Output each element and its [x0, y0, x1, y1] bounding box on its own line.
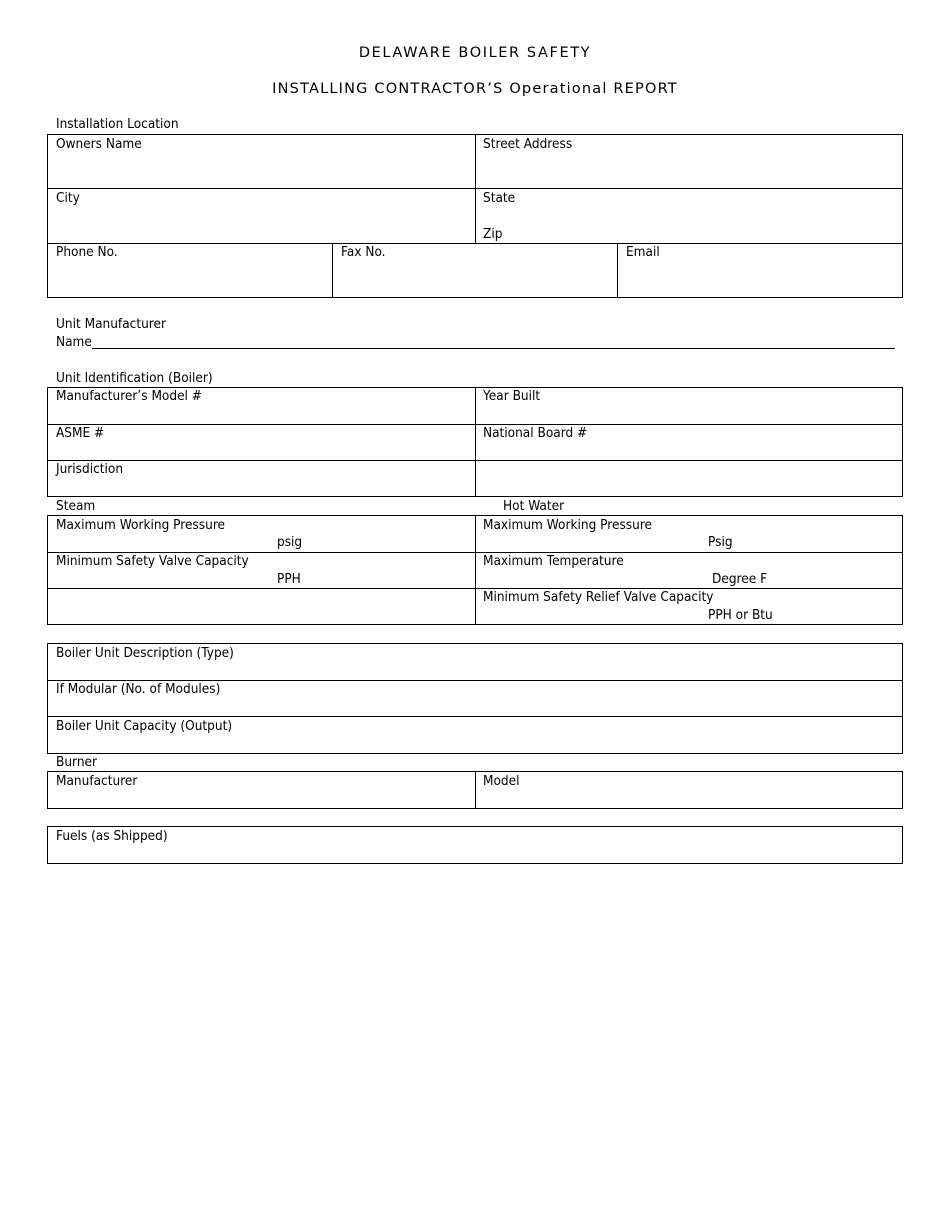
- model-number-field[interactable]: Manufacturer’s Model #: [56, 388, 202, 404]
- fax-field[interactable]: Fax No.: [341, 244, 386, 260]
- hot-water-label: Hot Water: [503, 498, 565, 514]
- asme-number-field[interactable]: ASME #: [56, 425, 105, 441]
- year-built-field[interactable]: Year Built: [483, 388, 541, 404]
- hw-max-pressure-field[interactable]: Maximum Working Pressure: [483, 517, 653, 533]
- unit-manufacturer-label: Unit Manufacturer: [56, 316, 166, 332]
- burner-label: Burner: [56, 754, 97, 770]
- hw-relief-valve-field[interactable]: Minimum Safety Relief Valve Capacity: [483, 589, 714, 605]
- hw-temperature-unit: Degree F: [712, 571, 768, 587]
- hw-relief-valve-unit: PPH or Btu: [708, 607, 773, 623]
- zip-field[interactable]: Zip: [483, 226, 503, 242]
- owners-name-field[interactable]: Owners Name: [56, 136, 142, 152]
- steam-valve-unit: PPH: [277, 571, 301, 587]
- steam-max-pressure-field[interactable]: Maximum Working Pressure: [56, 517, 226, 533]
- hw-pressure-unit: Psig: [708, 534, 733, 550]
- fuels-table: [47, 826, 903, 864]
- fuels-field[interactable]: Fuels (as Shipped): [56, 828, 168, 844]
- phone-field[interactable]: Phone No.: [56, 244, 118, 260]
- street-address-field[interactable]: Street Address: [483, 136, 573, 152]
- manufacturer-name-label: Name: [56, 334, 92, 350]
- state-field[interactable]: State: [483, 190, 516, 206]
- burner-table: [47, 771, 903, 809]
- steam-pressure-unit: psig: [277, 534, 303, 550]
- boiler-capacity-field[interactable]: Boiler Unit Capacity (Output): [56, 718, 233, 734]
- unit-identification-label: Unit Identification (Boiler): [56, 370, 213, 386]
- steam-safety-valve-field[interactable]: Minimum Safety Valve Capacity: [56, 553, 249, 569]
- jurisdiction-field[interactable]: Jurisdiction: [56, 461, 124, 477]
- national-board-field[interactable]: National Board #: [483, 425, 588, 441]
- form-title: DELAWARE BOILER SAFETY: [358, 45, 592, 61]
- installation-location-table: [47, 134, 903, 298]
- manufacturer-name-line[interactable]: [92, 348, 895, 349]
- installation-location-label: Installation Location: [56, 116, 179, 132]
- form-subtitle: INSTALLING CONTRACTOR’S Operational REPORT: [272, 81, 678, 97]
- modular-count-field[interactable]: If Modular (No. of Modules): [56, 681, 221, 697]
- email-field[interactable]: Email: [626, 244, 660, 260]
- boiler-description-field[interactable]: Boiler Unit Description (Type): [56, 645, 234, 661]
- burner-model-field[interactable]: Model: [483, 773, 520, 789]
- steam-label: Steam: [56, 498, 96, 514]
- city-field[interactable]: City: [56, 190, 80, 206]
- burner-manufacturer-field[interactable]: Manufacturer: [56, 773, 138, 789]
- hw-max-temperature-field[interactable]: Maximum Temperature: [483, 553, 624, 569]
